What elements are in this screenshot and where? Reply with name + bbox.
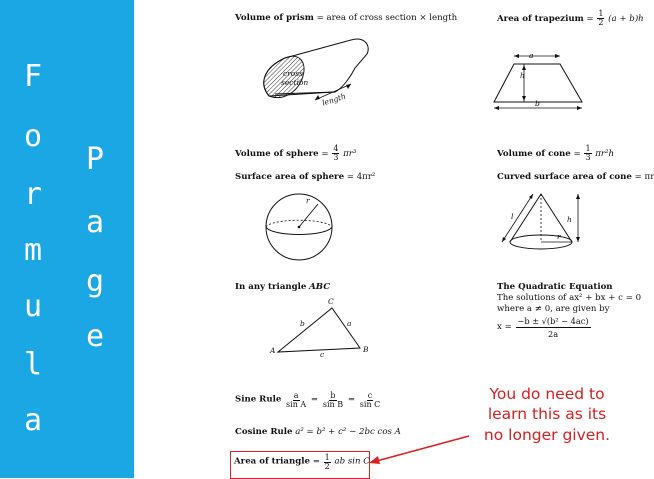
quadratic-title: The Quadratic Equation	[497, 282, 613, 292]
sidebar-letter: a	[86, 205, 105, 240]
sphere-surface-title: Surface area of sphere	[235, 172, 345, 182]
callout-line: no longer given.	[483, 425, 611, 444]
cone-curved-title: Curved surface area of cone	[497, 172, 632, 182]
quadratic-x-equals: x =	[497, 321, 512, 332]
cosine-rule-title: Cosine Rule	[235, 427, 293, 437]
cone-volume-rest: πr²h	[595, 149, 615, 159]
quadratic-formula	[497, 317, 592, 338]
trapezium-equals: =	[586, 14, 594, 24]
cone-label-h: h	[567, 215, 572, 224]
trapezium-label-h: h	[520, 71, 525, 80]
sine-rule-formula	[235, 392, 382, 409]
trapezium-rest: (a + b)h	[608, 14, 644, 24]
prism-label-cross: cross	[283, 69, 303, 78]
cone-volume-title: Volume of cone	[497, 149, 571, 159]
prism-equation: = area of cross section × length	[316, 13, 458, 23]
trapezium-label-b: b	[535, 99, 540, 108]
quadratic-line1: The solutions of ax² + bx + c = 0	[497, 293, 642, 303]
triangle-vertex-a: A	[270, 346, 276, 355]
callout-line: learn this as its	[487, 405, 607, 424]
trapezium-formula	[497, 10, 644, 27]
area-triangle-equals: =	[312, 456, 320, 467]
sine-rule-title: Sine Rule	[235, 394, 282, 405]
cone-curved-rest: = πr	[634, 172, 654, 182]
triangle-vertex-c: C	[328, 297, 334, 306]
callout-line: You do need to	[489, 385, 605, 403]
sphere-diagram	[262, 190, 336, 264]
cone-label-l: l	[511, 212, 514, 221]
sidebar-letter: g	[86, 264, 105, 299]
triangle-side-a: a	[347, 319, 352, 328]
sphere-surface-rest: = 4πr²	[346, 172, 376, 182]
sphere-volume-fraction: $\frac{4}{3}$	[333, 144, 339, 162]
cone-curved-formula	[497, 173, 654, 183]
prism-label-section: section	[281, 78, 309, 87]
sidebar-letter: F	[24, 59, 43, 94]
triangle-heading	[235, 283, 330, 293]
prism-title: Volume of prism	[235, 13, 314, 23]
sine-rule-equals: =	[310, 394, 319, 405]
sphere-volume-equals: =	[321, 149, 329, 159]
sine-rule-fraction-a: $\frac{a}{\text{sin A}}$	[286, 391, 307, 409]
sidebar-letter: m	[24, 233, 43, 268]
callout-note	[462, 384, 632, 445]
sidebar-letter: r	[24, 177, 43, 212]
sidebar-letter: e	[86, 319, 105, 354]
sphere-label-r: r	[306, 196, 310, 205]
cosine-rule-equation: a² = b² + c² − 2bc cos A	[295, 427, 401, 437]
sine-rule-fraction-c: $\frac{c}{\text{sin C}}$	[359, 391, 381, 409]
sidebar-letter: l	[24, 347, 43, 382]
area-triangle-title: Area of triangle	[234, 456, 310, 467]
callout-arrow-icon	[365, 430, 475, 470]
sidebar-letter: u	[24, 289, 43, 324]
trapezium-label-a: a	[529, 51, 534, 60]
area-triangle-formula	[234, 454, 370, 471]
sidebar-letter: a	[24, 403, 43, 438]
cone-label-r: r	[557, 232, 561, 241]
triangle-title: In any triangle	[235, 282, 307, 292]
sine-rule-equals: =	[347, 394, 356, 405]
sphere-volume-rest: πr³	[343, 149, 357, 159]
cone-volume-formula	[497, 145, 614, 162]
sidebar-letter: P	[86, 142, 105, 177]
triangle-name: ABC	[309, 282, 331, 292]
area-triangle-fraction: $\frac{1}{2}$	[324, 453, 330, 471]
trapezium-fraction: $\frac{1}{2}$	[598, 9, 604, 27]
quadratic-fraction: $\frac{\text{−b ± √(b² − 4ac)}}{2a}$	[517, 316, 589, 340]
sine-rule-fraction-b: $\frac{b}{\text{sin B}}$	[322, 391, 344, 409]
trapezium-title: Area of trapezium	[497, 14, 584, 24]
prism-diagram	[255, 36, 375, 116]
sidebar-letter: o	[24, 119, 43, 154]
sphere-surface-formula	[235, 173, 375, 183]
cone-volume-equals: =	[573, 149, 581, 159]
triangle-side-b: b	[300, 319, 305, 328]
area-triangle-rest: ab sin C	[334, 456, 370, 467]
prism-label-length: length	[320, 91, 347, 108]
sphere-volume-title: Volume of sphere	[235, 149, 319, 159]
prism-formula	[235, 14, 457, 24]
triangle-vertex-b: B	[363, 345, 369, 354]
cone-volume-fraction: $\frac{1}{3}$	[585, 144, 591, 162]
quadratic-line2: where a ≠ 0, are given by	[497, 304, 610, 314]
sphere-volume-formula	[235, 145, 356, 162]
triangle-side-c: c	[320, 350, 325, 359]
